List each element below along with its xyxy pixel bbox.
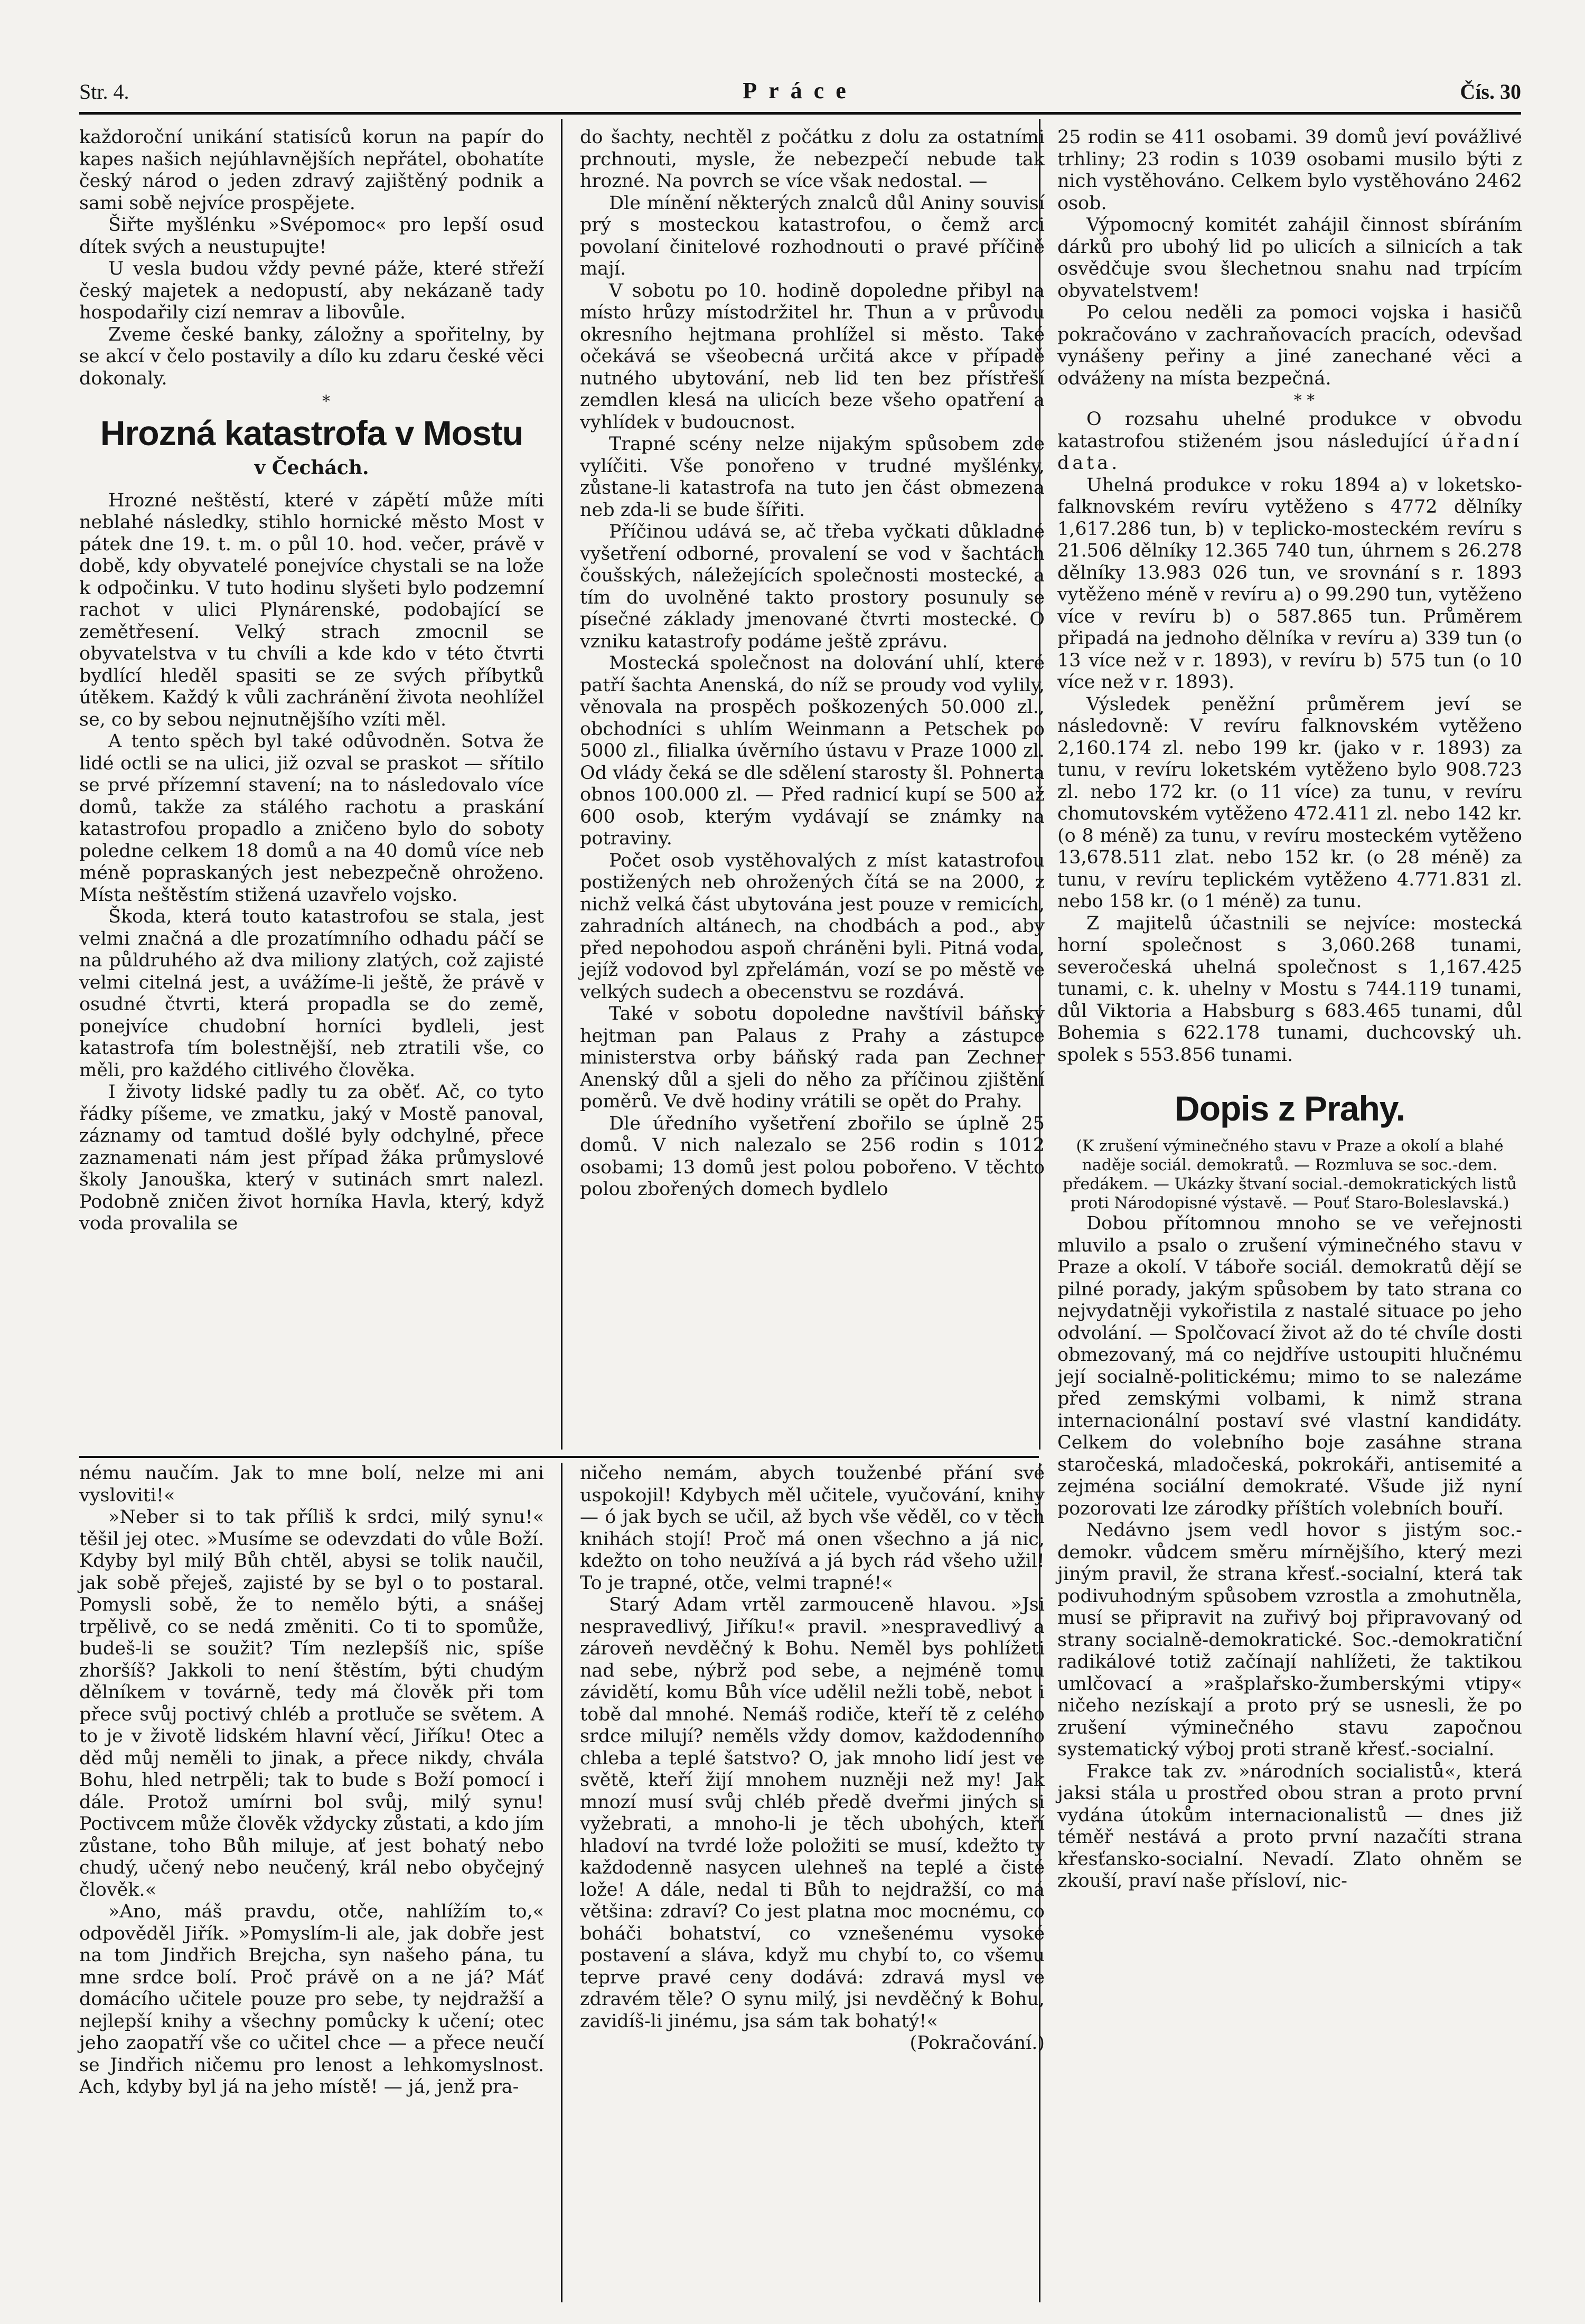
article-text: 25 rodin se 411 osobami. 39 domů jeví povážlivé trhliny; 23 rodin s 1039 osobami musilo býti z nich vystěhováno. Celkem bylo vystěhováno 2462 osob. xyxy=(1057,127,1522,214)
subheadline: v Čechách. xyxy=(254,457,369,479)
article-text: Z majitelů účastnili se nejvíce: mostecká horní společnost s 3,060.268 tunami, severočeská uhelná společnost s 1,167.425 tunami, c. k. uhelny v Mostu s 744.119 tunami, důl Viktoria a Habsburg s 683.465 tunami, důl Bohemia s 622.178 tunami, duchcovský uh. spolek s 553.856 tunami. xyxy=(1057,912,1522,1066)
column-1-upper xyxy=(79,127,544,1235)
story-text: »Ano, máš pravdu, otče, nahlížím to,« odpověděl Jiřík. »Pomyslím-li ale, jak dobře jest na tom Jindřich Brejcha, syn našeho pána, tu mne srdce bolí. Proč právě on a ne já? Máť domácího učitele pouze pro sebe, ty nejdražší a nejlepší knihy a všechny pomůcky k učení; otec jeho zaopatří vše co učitel chce — a přece neučí se Jindřich ničemu pro lenost a lehkomyslnost. Ach, kdyby byl já na jeho místě! — já, jenž pra- xyxy=(79,1901,544,2097)
article-text: Po celou neděli za pomoci vojska i hasičů pokračováno v zachraňovacích pracích, odevšad vynášeny peřiny a jiné zanechané věci a odváženy na místa bezpečná. xyxy=(1057,302,1522,389)
article-text: Hrozné neštěstí, které v zápětí může míti neblahé následky, stihlo hornické město Most v pátek dne 19. t. m. o půl 10. hod. večer, právě v době, kdy obyvatelé ponejvíce chystali se na lože k odpočinku. V tuto hodinu slyšeti bylo podzemní rachot v ulici Plynárenské, podobající se zemětřesení. Velký strach zmocnil se obyvatelstva v tu chvíli a kde kdo v této čtvrti bydlící hleděl spasiti se ze svých příbytků útěkem. Každý k vůli zachránění života neohlížel se, co by sebou nejnutnějšího vzíti měl. xyxy=(79,490,544,730)
article-text: Příčinou udává se, ač třeba vyčkati důkladné vyšetření odborné, provalení se vod v šachtách čoušských, náležejících společnosti mostecké, a tím do uvolněné takto prostory posunuly se písečné základy jmenované čtvrti mostecké. O vzniku katastrofy podáme ještě zprávu. xyxy=(580,521,1045,652)
article-text: do šachty, nechtěl z počátku z dolu za ostatními prchnouti, mysle, že nebezpečí nebude tak hrozné. Na povrch se více však nedostal. — xyxy=(580,127,1045,192)
story-text: »Neber si to tak příliš k srdci, milý synu!« těšil jej otec. »Musíme se odevzdati do vůle Boží. Kdyby byl milý Bůh chtěl, abysi se tolik naučil, jak sobě přeješ, zajisté by se byl o to postaral. Pomysli sobě, že to nemělo býti, a snášej trpělivě, co se nedá změniti. Co ti to spomůže, budeš-li se soužit? Tím nezlepšíš nic, spíše zhoršíš? Jakkoli to není štěstím, býti chudým dělníkem v továrně, tedy má člověk při tom přece svůj poctivý chléb a protluče se světem. A to je v životě lidském hlavní věcí, Jiříku! Otec a děd můj neměli to jinak, a přece nikdy, chvála Bohu, hled netrpěli; tak to bude s Boží pomocí i dále. Protož umírni bol svůj, milý synu! Poctivcem může člověk vždycky zůstati, a kdo jím zůstane, toho Bůh miluje, ať jest bohatý nebo chudý, učený nebo neučený, král nebo obyčejný člověk.« xyxy=(79,1507,544,1900)
article-text: Dobou přítomnou mnoho se ve veřejnosti mluvilo a psalo o zrušení výminečného stavu v Praze a okolí. V táboře sociál. demokratů dějí se pilné porady, jakým spůsobem by tato strana co nejvydatněji vykořistila z nastalé situace po jeho odvolání. — Spolčovací život až do té chvíle dosti obmezovaný, má co nejdříve ustoupiti hlučnému její socialně-politickému; mimo to se nalezáme před zemskými volbami, k nimž strana internacionální postaví své vlastní kandidáty. Celkem do volebního boje zasáhne strana staročeská, mladočeská, pokrokáři, antisemité a zejména sociální demokraté. Všude již nyní pozorovati lze zárodky příštích volebních bouří. xyxy=(1057,1213,1522,1519)
article-text: Dle úředního vyšetření zbořilo se úplně 25 domů. V nich nalezalo se 256 rodin s 1012 osobami; 13 domů jest polou pobořeno. V těchto polou zbořených domech bydlelo xyxy=(580,1113,1045,1200)
article-text: Výsledek peněžní průměrem jeví se následovně: V revíru falknovském vytěženo 2,160.174 zl. nebo 199 kr. (jako v r. 1893) za tunu, v revíru loketském vytěženo bylo 908.723 zl. nebo 172 kr. (o 11 více) za tunu, v revíru chomutovském vytěženo 472.411 zl. nebo 142 kr. (o 8 méně) za tunu, v revíru mosteckém vytěženo 13,678.511 zlat. nebo 152 kr. (o 28 méně) za tunu, v revíru teplickém vytěženo 4.771.831 zl. nebo 158 kr. (o 1 méně) za tunu. xyxy=(1057,693,1522,912)
article-summary: (K zrušení výminečného stavu v Praze a okolí a blahé naděje sociál. demokratů. — Rozmluva se soc.-dem. předákem. — Ukázky štvaní social.-demokratických listů proti Národopisné výstavě. — Pouť Staro-Boleslavská.) xyxy=(1062,1137,1517,1212)
column-2-upper xyxy=(580,127,1045,1201)
separator-stars: * * xyxy=(1293,391,1315,410)
article-text: Trapné scény nelze nijakým spůsobem zde vylíčiti. Vše ponořeno v trudné myšlénky, zůstane-li katastrofa na tuto jen část obmezena neb zda-li se bude šířiti. xyxy=(580,434,1045,521)
article-text xyxy=(1057,409,1522,475)
article-text: každoroční unikání statisíců korun na papír do kapes našich nejúhlavnějších nepřátel, obohatíte český národ o jeden zdravý zajištěný podnik a sami sobě nejvíce prospějete. xyxy=(79,127,544,214)
column-divider xyxy=(561,1463,562,2302)
story-text: Starý Adam vrtěl zarmouceně hlavou. »Jsi nespravedlivý, Jiříku!« pravil. »nespravedlivý a zároveň nevděčný k Bohu. Neměl bys pohlížeti nad sebe, nýbrž pod sebe, a nejméně tomu závidětí, komu Bůh více udělil nežli tobě, nebot i tobě dal mnohé. Nemáš rodiče, kteří tě z celého srdce milují? neměls vždy domov, každodenního chleba a teplé šatstvo? O, jak mnoho lidí jest ve světě, kteří žijí mnohem nuzněji než my! Jak mnozí musí svůj chléb předě dveřmi jiných si vyžebrati, a mnoho-li je těch ubohých, kteří hladoví na tvrdé lože položiti se musí, kdežto ty každodenně nasycen ulehneš na teplé a čisté lože! A dále, nedal ti Bůh to nejdražší, co má většina: zdraví? Co jest platna moc mocnému, co boháči bohatství, co vznešenému vysoké postavení a sláva, když mu chybí to, co všemu teprve pravé ceny dodává: zdravá mysl ve zdravém těle? O synu milý, jsi nevděčný k Bohu, zavidíš-li jinému, jsa sám tak bohatý!« xyxy=(580,1594,1045,2032)
column-divider xyxy=(561,119,562,1450)
article-text: Šiřte myšlénku »Svépomoc« pro lepší osud dítek svých a neustupujte! xyxy=(79,214,544,258)
header-rule xyxy=(79,112,1521,115)
article-text-part: O rozsahu uhelné produkce v obvodu katastrofou stiženém jsou následující xyxy=(1057,409,1522,452)
article-text: Počet osob vystěhovalých z míst katastrofou postižených neb ohrožených čítá se na 2000, z nichž velká část ubytována jest pouze v remicích, zahradních altánech, na chodbách a pod., aby před nepohodou aspoň chráněni byli. Pitná voda, jejíž vodovod byl zpřelámán, vozí se po městě ve velkých sudech a obecenstvu se rozdává. xyxy=(580,850,1045,1003)
page-header xyxy=(79,74,1521,111)
article-text: Uhelná produkce v roku 1894 a) v loketsko-falknovském revíru vytěženo s 4772 dělníky 1,617.286 tun, b) v teplicko-mosteckém revíru s 21.506 dělníky 12.365 740 tun, úhrnem s 26.278 dělníky 13.983 026 tun, ve srovnání s r. 1893 vytěženo méně v revíru a) o 99.290 tun, vytěženo více v revíru b) o 587.865 tun. Průměrem připadá na jednoho dělníka v revíru a) 339 tun (o 13 více než v r. 1893), v revíru b) 575 tun (o 10 více než v r. 1893). xyxy=(1057,474,1522,693)
article-text: V sobotu po 10. hodině dopoledne přibyl na místo hrůzy místodržitel hr. Thun a v průvodu okresního hejtmana prohlížel si město. Také očekává se všeobecná určitá akce v případě nutného ubytování, neb lid ten bez přístřeší zemdlen klesá na ulicích beze všeho opatření a vyhlídek v budoucnost. xyxy=(580,280,1045,433)
article-text: Také v sobotu dopoledne navštívil báňský hejtman pan Palaus z Prahy a zástupce ministerstva orby báňský rada pan Zechner Anenský důl a sjeli do něho za příčinou zjištění poměrů. Ve dvě hodiny vrátili se opět do Prahy. xyxy=(580,1003,1045,1112)
story-text: nému naučím. Jak to mne bolí, nelze mi ani vysloviti!« xyxy=(79,1463,544,1506)
headline-letter: Dopis z Prahy. xyxy=(1175,1089,1405,1128)
newspaper-title: Práce xyxy=(743,78,858,104)
article-text: Výpomocný komitét zahájil činnost sbíráním dárků pro ubohý lid po ulicích a silnicích a tak osvědčuje svou šlechetnou snahu nad trpícím obyvatelstvem! xyxy=(1057,214,1522,302)
to-be-continued: (Pokračování.) xyxy=(909,2033,1045,2054)
article-text: I životy lidské padly tu za oběť. Ač, co tyto řádky píšeme, ve zmatku, jaký v Mostě panoval, záznamy od tamtud došlé byly odchylné, přece zaznamenati nám jest případ žáka průmyslové školy Janouška, který v sutinách smrt nalezl. Podobně zničen život horníka Havla, který, když voda provalila se xyxy=(79,1081,544,1234)
column-2-lower xyxy=(580,1463,1045,2055)
article-text-emphasis: úřadní data. xyxy=(1057,430,1522,474)
article-text: A tento spěch byl také odůvodněn. Sotva že lidé octli se na ulici, již ozval se praskot — sřítilo se prvé přízemní stavení; na to následovalo více domů, takže za stálého rachotu a praskání katastrofou propadlo a zničeno bylo do soboty poledne celkem 18 domů a na 40 domů více neb méně popraskaných jest nebezpečně ohroženo. Místa neštěstím stižená uzavřelo vojsko. xyxy=(79,731,544,906)
column-3 xyxy=(1057,127,1522,1893)
article-text: Dle mínění některých znalců důl Aniny souvisí prý s mosteckou katastrofou, o čemž arci povolaní činitelové rozhodnouti o pravé příčině mají. xyxy=(580,192,1045,279)
page-number: Str. 4. xyxy=(79,80,129,104)
article-text: Škoda, která touto katastrofou se stala, jest velmi značná a dle prozatímního odhadu páčí se na půldruhého až dva miliony zlatých, což zajisté velmi citelná jest, a uvážíme-li ještě, že právě v osudné čtvrti, která propadla se do země, ponejvíce chudobní horníci bydleli, jest katastrofa tím bolestnější, neb ztratili vše, co měli, pro každého citlivého člověka. xyxy=(79,906,544,1081)
headline: Hrozná katastrofa v Mostu xyxy=(100,413,523,453)
story-text: ničeho nemám, abych touženbé přání své uspokojil! Kdybych měl učitele, vyučování, knihy — ó jak bych se učil, až bych vše věděl, co v těch knihách stojí! Proč má onen všechno a já nic, kdežto on toho neužívá a já bych rád všeho užil! To je trapné, otče, velmi trapné!« xyxy=(580,1463,1045,1594)
issue-number: Čís. 30 xyxy=(1460,80,1521,104)
separator-stars: * xyxy=(322,392,330,411)
article-text: Zveme české banky, záložny a spořitelny, by se akcí v čelo postavily a dílo ku zdaru české věci dokonaly. xyxy=(79,324,544,389)
article-text: Frakce tak zv. »národních socialistů«, která jaksi stála u prostřed obou stran a proto první vydána útokům internacionalistů — dnes již téměř nestává a proto první nazačíti strana křesťansko-socialní. Nevadí. Zlato ohněm se zkouší, praví naše přísloví, nic- xyxy=(1057,1761,1522,1892)
article-text: Mostecká společnost na dolování uhlí, které patří šachta Anenská, do níž se proudy vod vylily, věnovala na prospěch poškozených 50.000 zl., obchodníci s uhlím Weinmann a Petschek po 5000 zl., filialka úvěrního ústavu v Praze 1000 zl. Od vlády čeká se dle sdělení starosty šl. Pohnerta obnos 100.000 zl. — Před radnicí kupí se 500 až 600 osob, kterým vydávají se známky na potraviny. xyxy=(580,653,1045,849)
article-text: U vesla budou vždy pevné páže, které střeží český majetek a nedopustí, aby nekázaně tady hospodařily cizí nemrav a libovůle. xyxy=(79,258,544,323)
column-1-lower xyxy=(79,1463,544,2099)
article-text: Nedávno jsem vedl hovor s jistým soc.-demokr. vůdcem směru mírnějšího, který mezi jiným pravil, že strana křesť.-socialní, která tak podivuhodným spůsobem vzrostla a zmohutněla, musí se připravit na zuřivý boj připravovaný od strany socialně-demokratické. Soc.-demokratiční radikálové totiž začínají nahlížeti, že taktikou umlčovací a »rašplařsko-žumberskými vtipy« ničeho nezískají a proto prý se usnesli, že po zrušení výminečného stavu započnou systematický výboj proti straně křesť.-socialní. xyxy=(1057,1520,1522,1760)
fold-rule xyxy=(79,1456,1039,1458)
